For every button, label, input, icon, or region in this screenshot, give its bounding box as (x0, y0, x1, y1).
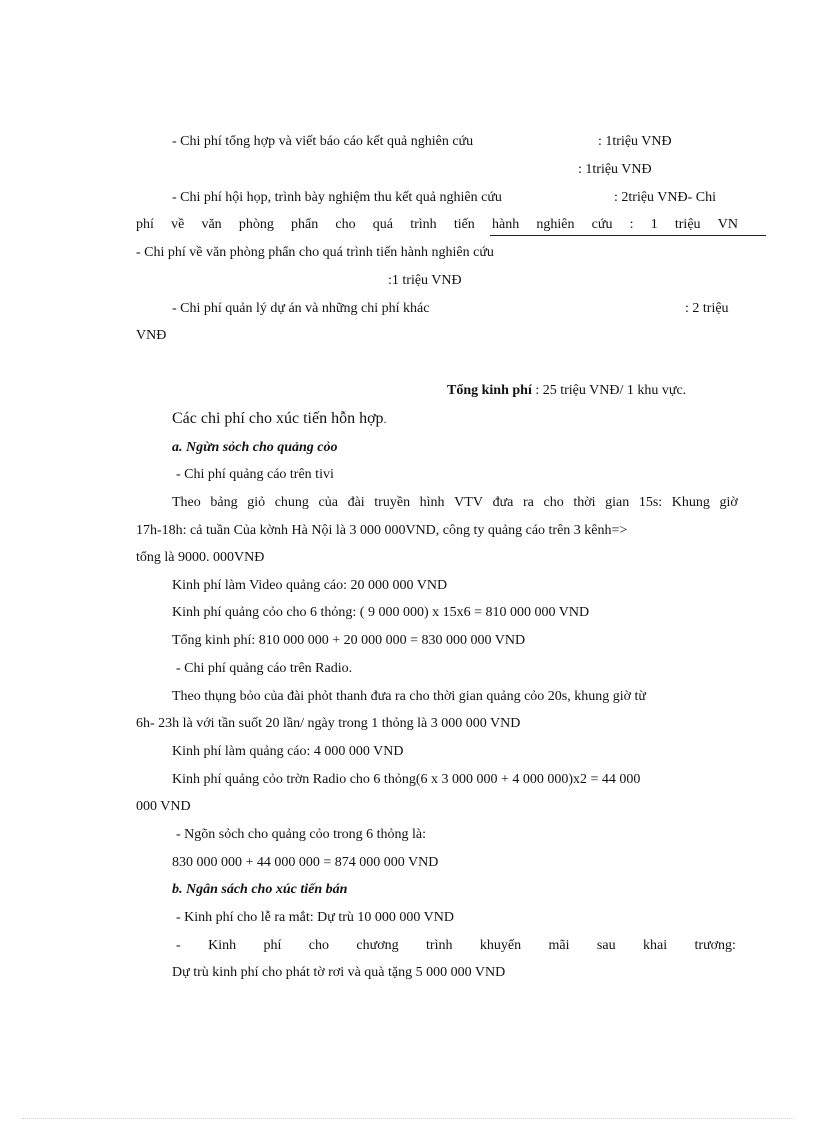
word: phẩn (291, 217, 319, 232)
radio-six-month-line2: 000 VND (136, 799, 191, 814)
word: giờ (719, 495, 738, 510)
word: truyền (374, 495, 411, 510)
radio-cost-title: - Chi phí quảng cáo trên Radio. (176, 661, 353, 676)
cost-meeting-value: : 2triệu VNĐ- Chi (614, 190, 717, 205)
subheading-b: b. Ngân sách cho xúc tiến bán (172, 882, 348, 897)
tv-total-cost: Tổng kinh phí: 810 000 000 + 20 000 000 = 830 000 000 VND (172, 633, 526, 648)
promo-justified-line (176, 937, 736, 955)
launch-cost: - Kinh phí cho lễ ra mắt: Dự trù 10 000 000 VND (176, 910, 454, 925)
word: cho (335, 217, 356, 232)
cost-meeting-label: - Chi phí hội họp, trình bày nghiệm thu kết quả nghiên cứu (172, 190, 502, 205)
word: 1 (650, 217, 658, 232)
word: tiến (453, 217, 475, 232)
word: Khung (671, 495, 710, 510)
total-cost-value: : 25 triệu VNĐ/ 1 khu vực. (531, 383, 687, 398)
word: hành (491, 217, 520, 232)
word: bảng (210, 495, 238, 510)
radio-make-cost: Kinh phí làm quảng cáo: 4 000 000 VND (172, 744, 404, 759)
word: đưa (492, 495, 514, 510)
word: trương: (694, 938, 736, 953)
word: giỏ (247, 495, 266, 510)
tv-paragraph-line2: 17h-18h: cả tuần Của kờnh Hà Nội là 3 000 000VND, công ty quảng cáo trên 3 kênh=> (136, 523, 628, 538)
total-cost-label: Tổng kinh phí (447, 383, 532, 398)
word: phí (263, 938, 282, 953)
ad-budget-six-months: - Ngõn sỏch cho quảng cỏo trong 6 thỏng là: (176, 827, 427, 842)
tv-paragraph-line3: tổng là 9000. 000VNĐ (136, 550, 265, 565)
word: 15s: (638, 495, 663, 510)
word: ra (522, 495, 534, 510)
word: chung (274, 495, 309, 510)
promo-cost: Dự trù kinh phí cho phát tờ rơi và quà tặng 5 000 000 VND (172, 965, 506, 980)
word: quá (372, 217, 394, 232)
subheading-a: a. Ngừn sỏch cho quảng cỏo (172, 440, 338, 455)
word: gian (605, 495, 630, 510)
tv-paragraph-line1 (172, 494, 738, 512)
tv-six-month-cost: Kinh phí quảng cỏo cho 6 thỏng: ( 9 000 000) x 15x6 = 810 000 000 VND (172, 605, 590, 620)
word: phòng (238, 217, 274, 232)
word: phí (136, 217, 154, 232)
cost-stationery-value: :1 triệu VNĐ (388, 273, 462, 288)
radio-paragraph-line1: Theo thụng bỏo của đài phỏt thanh đưa ra cho thời gian quảng cỏo 20s, khung giờ từ (172, 689, 647, 704)
cost-management-value: : 2 triệu (685, 301, 729, 316)
word: cho (543, 495, 564, 510)
word: triệu (674, 217, 701, 232)
word: trình (426, 938, 453, 953)
word: Theo (172, 495, 201, 510)
page-bottom-divider (22, 1118, 794, 1119)
tv-cost-title: - Chi phí quảng cáo trên tivi (176, 467, 334, 482)
section-heading-text: Các chi phí cho xúc tiến hỗn hợp (172, 410, 384, 427)
word: - (176, 938, 181, 953)
word: chương (356, 938, 399, 953)
cost-stationery-justified-line (136, 216, 738, 234)
word: sau (596, 938, 616, 953)
word: nghiên (536, 217, 575, 232)
word: văn (201, 217, 222, 232)
word: cho (308, 938, 329, 953)
word: hình (419, 495, 445, 510)
word: của (318, 495, 338, 510)
word: về (171, 217, 185, 232)
section-heading (172, 410, 387, 428)
word: khai (643, 938, 668, 953)
radio-six-month-line1: Kinh phí quảng cỏo trờn Radio cho 6 thỏng(6 x 3 000 000 + 4 000 000)x2 = 44 000 (172, 772, 641, 787)
video-cost: Kinh phí làm Video quảng cáo: 20 000 000 VND (172, 578, 448, 593)
word: thời (573, 495, 596, 510)
ad-budget-calculation: 830 000 000 + 44 000 000 = 874 000 000 VND (172, 855, 439, 870)
cost-management-label: - Chi phí quản lý dự án và những chi phí khác (172, 301, 430, 316)
cost-report-value: : 1triệu VNĐ (598, 134, 672, 149)
total-cost-line (447, 382, 686, 400)
cost-stationery-line: - Chi phí về văn phòng phẩn cho quá trình tiến hành nghiên cứu (136, 245, 494, 260)
word: mãi (548, 938, 570, 953)
word: : (629, 217, 634, 232)
cost-management-unit: VNĐ (136, 328, 167, 343)
cost-report-label: - Chi phí tổng hợp và viết báo cáo kết quả nghiên cứu (172, 134, 474, 149)
word: Kinh (208, 938, 237, 953)
word: trình (410, 217, 437, 232)
word: khuyến (479, 938, 522, 953)
radio-paragraph-line2: 6h- 23h là với tần suốt 20 lần/ ngày trong 1 thỏng là 3 000 000 VND (136, 716, 521, 731)
word: cứu (591, 217, 613, 232)
section-heading-suffix: . (383, 412, 387, 426)
word: VN (717, 217, 738, 232)
word: VTV (454, 495, 483, 510)
underline-rule (490, 235, 766, 236)
cost-repeat-value: : 1triệu VNĐ (578, 162, 652, 177)
word: đài (347, 495, 365, 510)
